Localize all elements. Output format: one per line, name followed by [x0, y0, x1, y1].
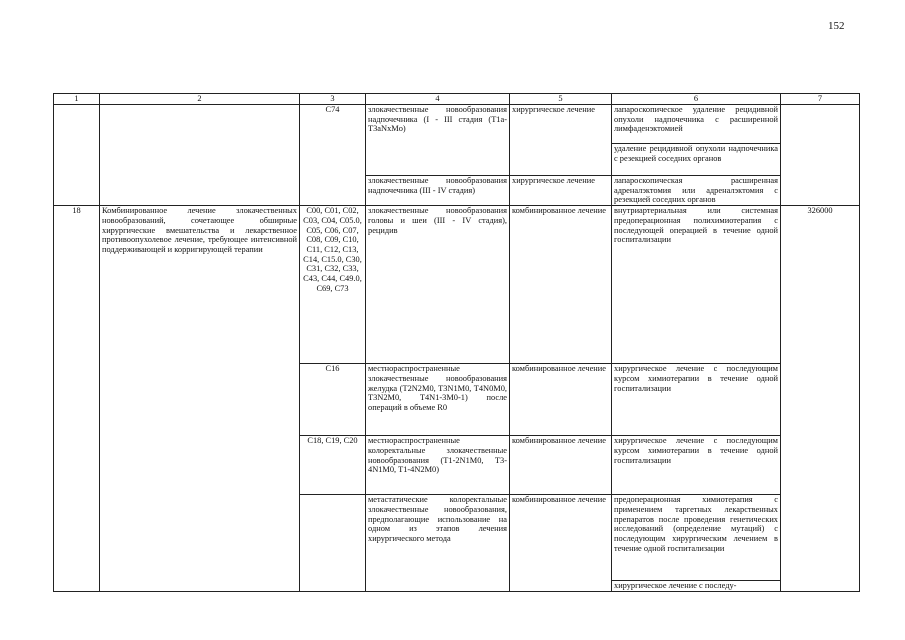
page-number: 152: [828, 20, 845, 32]
treatment-type-cell: комбинированное лечение: [510, 495, 612, 592]
patient-model-cell: местнораспространенные колоректальные злокачественные новообразования (T1-2N1M0, T3-4N1M0, T1-4N2M0): [366, 436, 510, 495]
treatment-type-cell: хирургическое лечение: [510, 176, 612, 206]
icd-codes-cell: C00, C01, C02, C03, C04, C05.0, C05, C06, C07, C08, C09, C10, C11, C12, C13, C14, C15.0, C30, C31, C32, C33, C43, C44, C49.0, C69, C73: [300, 206, 366, 364]
patient-model-cell: местнораспространенные злокачественные новообразования желудка (T2N2M0, T3N1M0, T4N0M0, T3N2M0, T4N1-3M0-1) после операций в объеме R0: [366, 364, 510, 436]
col-header-1: 1: [54, 94, 100, 105]
icd-codes-cell: C18, C19, C20: [300, 436, 366, 495]
col-header-6: 6: [612, 94, 781, 105]
column-number-row: [54, 94, 860, 105]
treatment-method-cell: лапароскопическое удаление рецидивной опухоли надпочечника с расширенной лимфаденэктомией: [612, 105, 781, 144]
treatment-method-cell: лапароскопическая расширенная адреналэктомия или адреналэктомия с резекцией соседних органов: [612, 176, 781, 206]
row-number: 18: [54, 206, 100, 592]
treatment-type-cell: комбинированное лечение: [510, 436, 612, 495]
treatment-type-cell: комбинированное лечение: [510, 364, 612, 436]
col-header-2: 2: [100, 94, 300, 105]
col-header-7: 7: [781, 94, 860, 105]
icd-codes-cell: C74: [300, 105, 366, 206]
patient-model-cell: злокачественные новообразования головы и шеи (III - IV стадия), рецидив: [366, 206, 510, 364]
col-header-3: 3: [300, 94, 366, 105]
treatment-method-cell: хирургическое лечение с последующим курсом химиотерапии в течение одной госпитализации: [612, 436, 781, 495]
care-type-cell: Комбинированное лечение злокачественных новообразований, сочетающее обширные хирургические вмешательства и лекарственное противоопухолевое лечение, требующее интенсивной поддерживающей и корригирующей терапии: [100, 206, 300, 592]
treatment-method-cell: предоперационная химиотерапия с применением таргетных лекарственных препаратов после проведения генетических исследований (определение мутаций) с последующим хирургическим лечением в течение одной госпитализации: [612, 495, 781, 581]
table-row: [54, 105, 860, 144]
col-header-5: 5: [510, 94, 612, 105]
treatment-method-cell: хирургическое лечение с последующим курсом химиотерапии в течение одной госпитализации: [612, 364, 781, 436]
medical-care-table: [53, 93, 860, 592]
patient-model-cell: злокачественные новообразования надпочечника (III - IV стадия): [366, 176, 510, 206]
patient-model-cell: метастатические колоректальные злокачественные новообразования, предполагающие использование на одном из этапов лечения хирургического метода: [366, 495, 510, 592]
treatment-type-cell: хирургическое лечение: [510, 105, 612, 176]
treatment-method-cell: удаление рецидивной опухоли надпочечника с резекцией соседних органов: [612, 144, 781, 176]
icd-codes-cell: C16: [300, 364, 366, 436]
treatment-method-cell: внутриартериальная или системная предоперационная полихимиотерапия с последующей операцией в течение одной госпитализации: [612, 206, 781, 364]
col-header-4: 4: [366, 94, 510, 105]
price-cell: 326000: [781, 206, 860, 592]
treatment-method-cell: хирургическое лечение с последу-: [612, 581, 781, 592]
table-row: [54, 206, 860, 364]
treatment-type-cell: комбинированное лечение: [510, 206, 612, 364]
patient-model-cell: злокачественные новообразования надпочечника (I - III стадия (T1a-T3aNxMo): [366, 105, 510, 176]
